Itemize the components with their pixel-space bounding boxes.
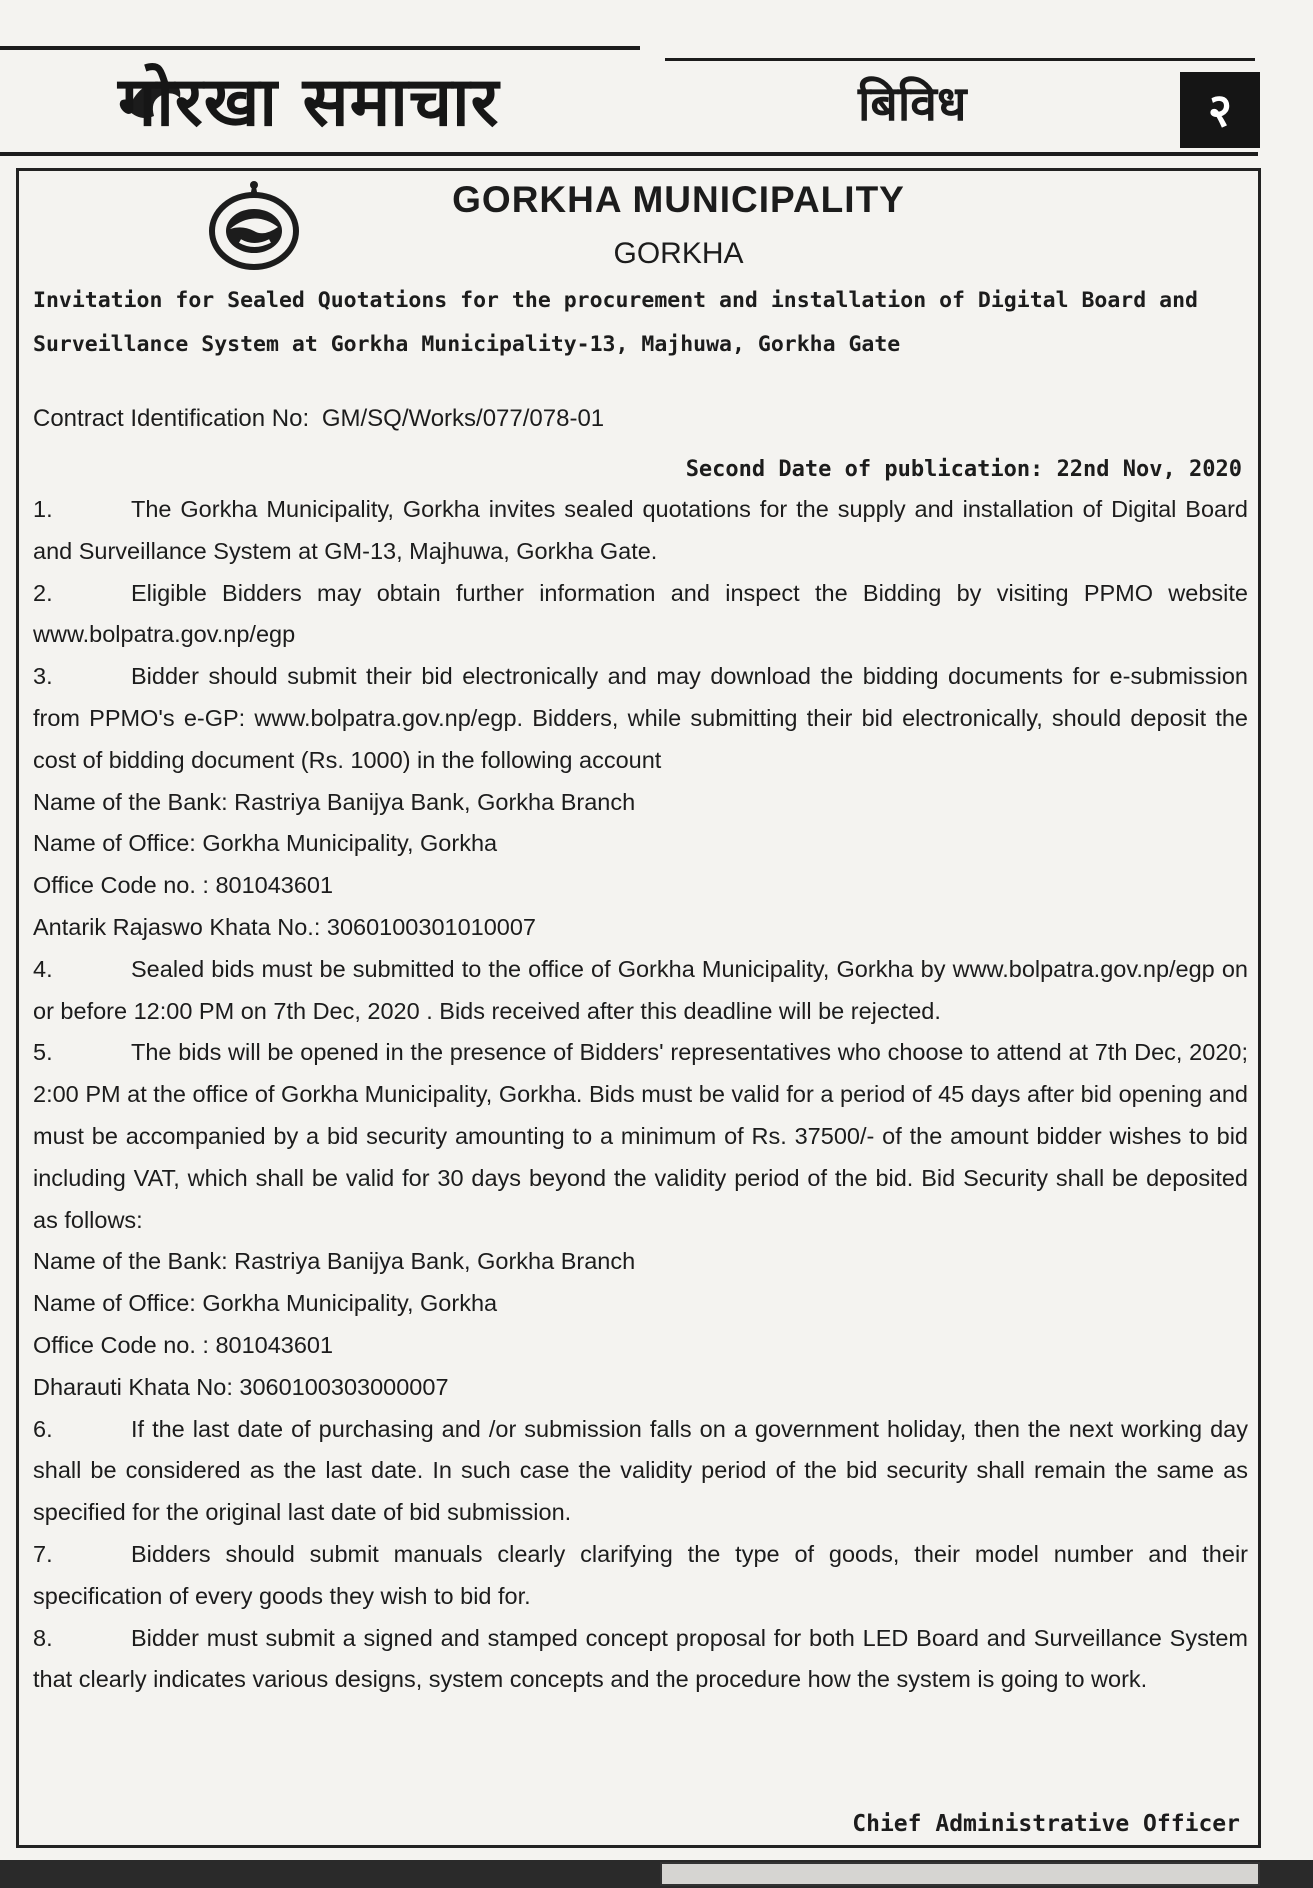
clause <box>33 1409 1248 1534</box>
footer-ad-box <box>660 1862 1260 1886</box>
publication-date-value: 22nd Nov, 2020 <box>1056 457 1242 482</box>
clause-number: 1. <box>33 496 53 522</box>
contract-label: Contract Identification No: <box>33 405 310 432</box>
account-line: Antarik Rajaswo Khata No.: 3060100301010007 <box>33 913 537 940</box>
bank-line: Name of the Bank: Rastriya Banijya Bank, Gorkha Branch <box>33 788 636 815</box>
publication-date <box>686 457 1242 482</box>
contract-id <box>33 405 604 433</box>
section-name: बिविध <box>858 76 967 132</box>
clause-text: Bidders should submit manuals clearly clarifying the type of goods, their model number and their specification of every goods they wish to bid for. <box>33 1540 1248 1609</box>
clause-text: Bidder should submit their bid electronically and may download the bidding documents for e-submission from PPMO's e-GP: www.bolpatra.gov.np/egp. Bidders, while submitting their bid electronically, should deposit the cost of bidding document (Rs. 1000) in the following account <box>33 663 1248 773</box>
clause <box>33 1032 1248 1241</box>
office-line: Name of Office: Gorkha Municipality, Gorkha <box>33 830 498 857</box>
masthead-underline <box>0 152 1258 156</box>
clause-text: Bidder must submit a signed and stamped concept proposal for both LED Board and Surveillance System that clearly indicates various designs, system concepts and the procedure how the system is going to work. <box>33 1624 1248 1693</box>
notice-body <box>33 489 1248 1701</box>
masthead-rule <box>0 46 640 50</box>
publication-label: Second Date of publication: <box>685 457 1044 482</box>
contract-number: GM/SQ/Works/077/078-01 <box>321 405 605 432</box>
page-number: २ <box>1180 72 1260 148</box>
clause <box>33 1618 1248 1702</box>
clause-text: If the last date of purchasing and /or submission falls on a government holiday, then the next working day shall be considered as the last date. In such case the validity period of the bid security shall remain the same as specified for the original last date of bid submission. <box>33 1415 1248 1526</box>
clause-number: 8. <box>33 1624 53 1651</box>
clause-number: 2. <box>33 579 53 606</box>
clause-number: 7. <box>33 1540 53 1567</box>
masthead-rule <box>665 58 1255 61</box>
clause <box>33 1534 1248 1618</box>
paper-name: गोरखा समाचार <box>118 63 500 142</box>
office-code-line: Office Code no. : 801043601 <box>33 872 334 899</box>
clause-text: Eligible Bidders may obtain further information and inspect the Bidding by visiting PPMO website www.bolpatra.gov.np/egp <box>33 579 1248 648</box>
organization-name: GORKHA MUNICIPALITY <box>452 179 905 220</box>
clause <box>33 489 1248 573</box>
clause-number: 5. <box>33 1039 53 1066</box>
signature-title: Chief Administrative Officer <box>852 1811 1240 1837</box>
notice-title: Invitation for Sealed Quotations for the procurement and installation of Digital Board and Surveillance System at Gorkha Municipality-13, Majhuwa, Gorkha Gate <box>33 288 1198 357</box>
clause-number: 3. <box>33 663 53 690</box>
organization-city: GORKHA <box>613 237 744 270</box>
bank-line: Name of the Bank: Rastriya Banijya Bank, Gorkha Branch <box>33 1248 636 1275</box>
office-code-line: Office Code no. : 801043601 <box>33 1331 334 1358</box>
clause <box>33 656 1248 781</box>
clause-number: 6. <box>33 1415 53 1442</box>
account-line: Dharauti Khata No: 3060100303000007 <box>33 1373 449 1400</box>
tender-notice <box>16 168 1261 1848</box>
clause-text: The bids will be opened in the presence of Bidders' representatives who choose to attend at 7th Dec, 2020; 2:00 PM at the office of Gorkha Municipality, Gorkha. Bids must be valid for a period of 45 days after bid opening and must be accompanied by a bid security amounting to a minimum of Rs. 37500/- of the amount bidder wishes to bid including VAT, which shall be valid for 30 days beyond the validity period of the bid. Bid Security shall be deposited as follows: <box>33 1039 1248 1233</box>
newspaper-masthead <box>0 0 1313 160</box>
office-line: Name of Office: Gorkha Municipality, Gorkha <box>33 1290 498 1317</box>
clause <box>33 949 1248 1033</box>
clause-text: The Gorkha Municipality, Gorkha invites sealed quotations for the supply and installation of Digital Board and Surveillance System at GM-13, Majhuwa, Gorkha Gate. <box>33 496 1248 564</box>
clause <box>33 573 1248 657</box>
clause-number: 4. <box>33 955 53 982</box>
clause-text: Sealed bids must be submitted to the office of Gorkha Municipality, Gorkha by www.bolpatra.gov.np/egp on or before 12:00 PM on 7th Dec, 2020 . Bids received after this deadline will be rejected. <box>33 955 1248 1024</box>
